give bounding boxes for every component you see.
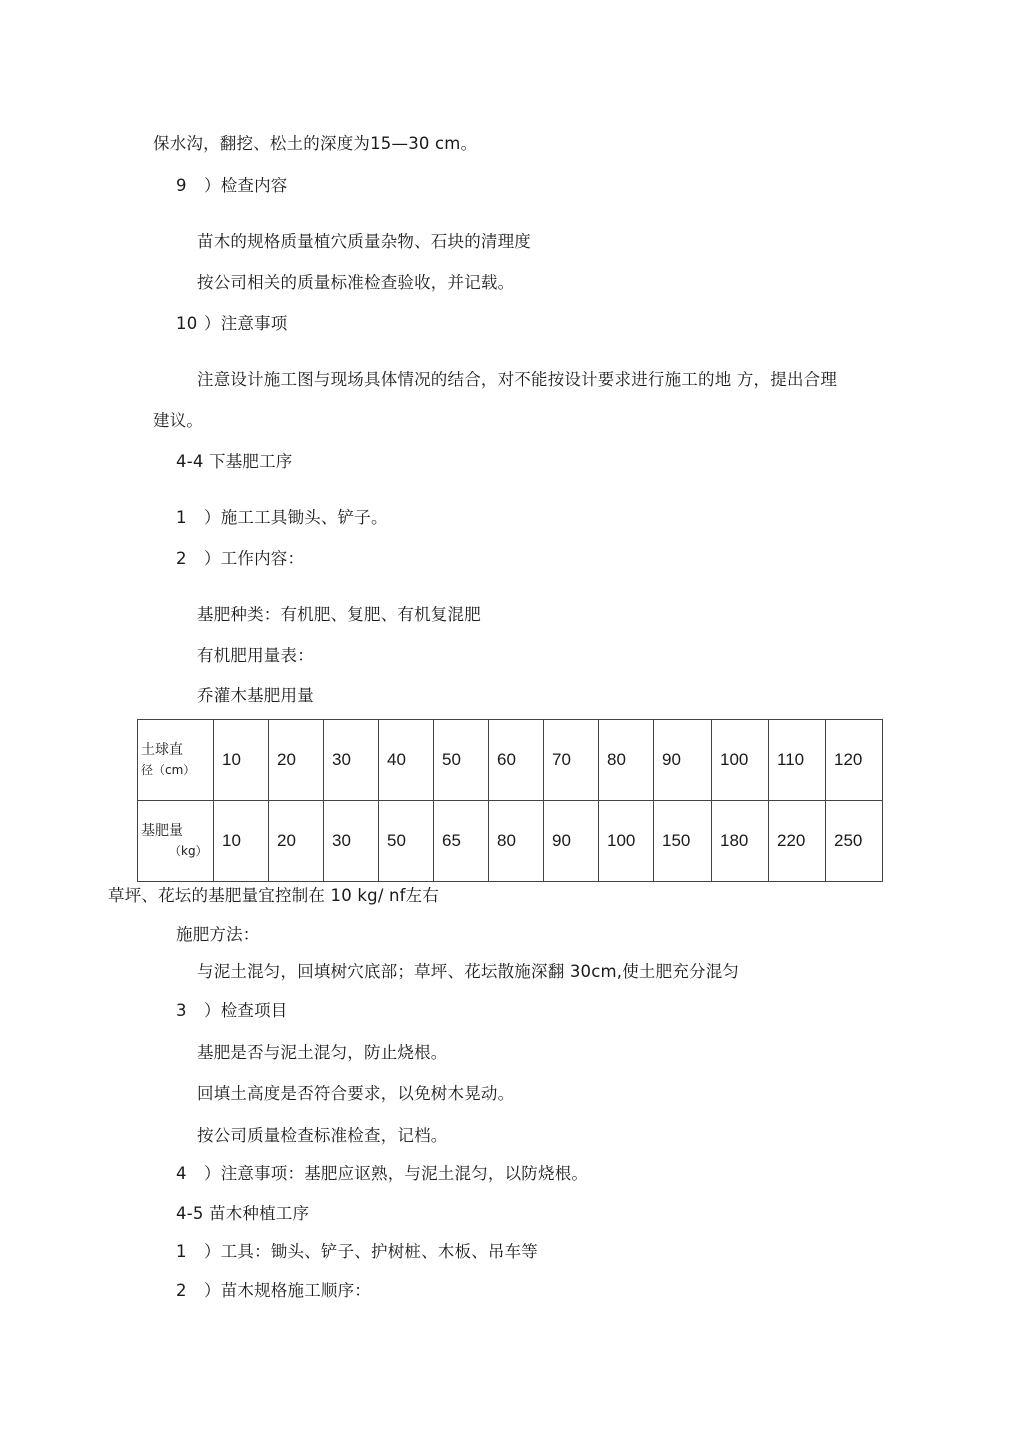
table-caption: 乔灌木基肥用量 bbox=[197, 686, 314, 705]
table-cell: 30 bbox=[324, 801, 379, 882]
table-cell: 40 bbox=[379, 720, 434, 801]
line-3: 苗木的规格质量植穴质量杂物、石块的清理度 bbox=[197, 232, 531, 251]
table-cell: 220 bbox=[769, 801, 826, 882]
item-text: ）检查项目 bbox=[204, 1001, 288, 1020]
line-6: 注意设计施工图与现场具体情况的结合，对不能按设计要求进行施工的地 方，提出合理 bbox=[197, 370, 838, 389]
table-cell: 120 bbox=[826, 720, 883, 801]
item-3 bbox=[176, 1001, 288, 1021]
item-text: ）工具：锄头、铲子、护树桩、木板、吊车等 bbox=[204, 1242, 538, 1261]
line-1: 保水沟，翻挖、松土的深度为15—30 cm。 bbox=[153, 134, 478, 153]
line-19: 回填土高度是否符合要求，以免树木晃动。 bbox=[197, 1084, 515, 1103]
line-20: 按公司质量检查标准检查，记档。 bbox=[197, 1126, 448, 1145]
table-cell: 65 bbox=[434, 801, 489, 882]
table-cell: 90 bbox=[544, 801, 599, 882]
table-row bbox=[138, 720, 883, 801]
table-cell: 180 bbox=[712, 801, 769, 882]
item-number: 1 bbox=[176, 508, 187, 527]
item-text: ）苗木规格施工顺序： bbox=[204, 1281, 371, 1300]
section-heading-4-4: 4-4 下基肥工序 bbox=[176, 452, 293, 471]
table-cell: 110 bbox=[769, 720, 826, 801]
item-number: 1 bbox=[176, 1242, 187, 1261]
item-text: ）施工工具锄头、铲子。 bbox=[204, 508, 388, 527]
table-cell: 20 bbox=[269, 801, 324, 882]
table-cell: 80 bbox=[489, 801, 544, 882]
line-4: 按公司相关的质量标准检查验收，并记载。 bbox=[197, 273, 515, 292]
row-header-fertilizer: 基肥量 （kg） bbox=[138, 801, 214, 882]
item-2-order bbox=[176, 1281, 371, 1301]
line-12: 有机肥用量表： bbox=[197, 646, 314, 665]
line-11: 基肥种类：有机肥、复肥、有机复混肥 bbox=[197, 605, 481, 624]
table-cell: 10 bbox=[214, 801, 269, 882]
table-cell: 20 bbox=[269, 720, 324, 801]
item-number: 9 bbox=[176, 176, 187, 195]
row-header-diameter: 土球直 径（cm） bbox=[138, 720, 214, 801]
line-15: 施肥方法： bbox=[176, 925, 260, 944]
item-number: 2 bbox=[176, 549, 187, 568]
item-1-tools bbox=[176, 1242, 538, 1262]
table-cell: 70 bbox=[544, 720, 599, 801]
fertilizer-table bbox=[137, 719, 883, 882]
line-16: 与泥土混匀，回填树穴底部；草坪、花坛散施深翻 30cm,使土肥充分混匀 bbox=[197, 962, 740, 981]
table-row bbox=[138, 801, 883, 882]
item-text: ）注意事项：基肥应讴熟，与泥土混匀，以防烧根。 bbox=[204, 1164, 589, 1183]
section-heading-4-5: 4-5 苗木种植工序 bbox=[176, 1204, 310, 1223]
table-cell: 60 bbox=[489, 720, 544, 801]
line-7: 建议。 bbox=[153, 411, 204, 430]
table-cell: 250 bbox=[826, 801, 883, 882]
item-1 bbox=[176, 508, 388, 528]
table-cell: 10 bbox=[214, 720, 269, 801]
item-text: ）检查内容 bbox=[204, 176, 288, 195]
item-text: ）工作内容： bbox=[204, 549, 305, 568]
table-cell: 50 bbox=[379, 801, 434, 882]
table-cell: 50 bbox=[434, 720, 489, 801]
line-18: 基肥是否与泥土混匀，防止烧根。 bbox=[197, 1043, 448, 1062]
item-number: 3 bbox=[176, 1001, 187, 1020]
item-number: 4 bbox=[176, 1164, 187, 1183]
table-cell: 150 bbox=[654, 801, 712, 882]
table-cell: 30 bbox=[324, 720, 379, 801]
line-14: 草坪、花坛的基肥量宜控制在 10 kg/ nf左右 bbox=[108, 886, 440, 905]
item-9 bbox=[176, 176, 288, 196]
item-2 bbox=[176, 549, 304, 569]
item-text: ）注意事项 bbox=[204, 314, 288, 333]
item-number: 10 bbox=[176, 314, 198, 333]
table-cell: 80 bbox=[599, 720, 654, 801]
table-cell: 100 bbox=[599, 801, 654, 882]
item-4 bbox=[176, 1164, 588, 1184]
item-number: 2 bbox=[176, 1281, 187, 1300]
table-cell: 100 bbox=[712, 720, 769, 801]
table-cell: 90 bbox=[654, 720, 712, 801]
item-10 bbox=[176, 314, 288, 334]
